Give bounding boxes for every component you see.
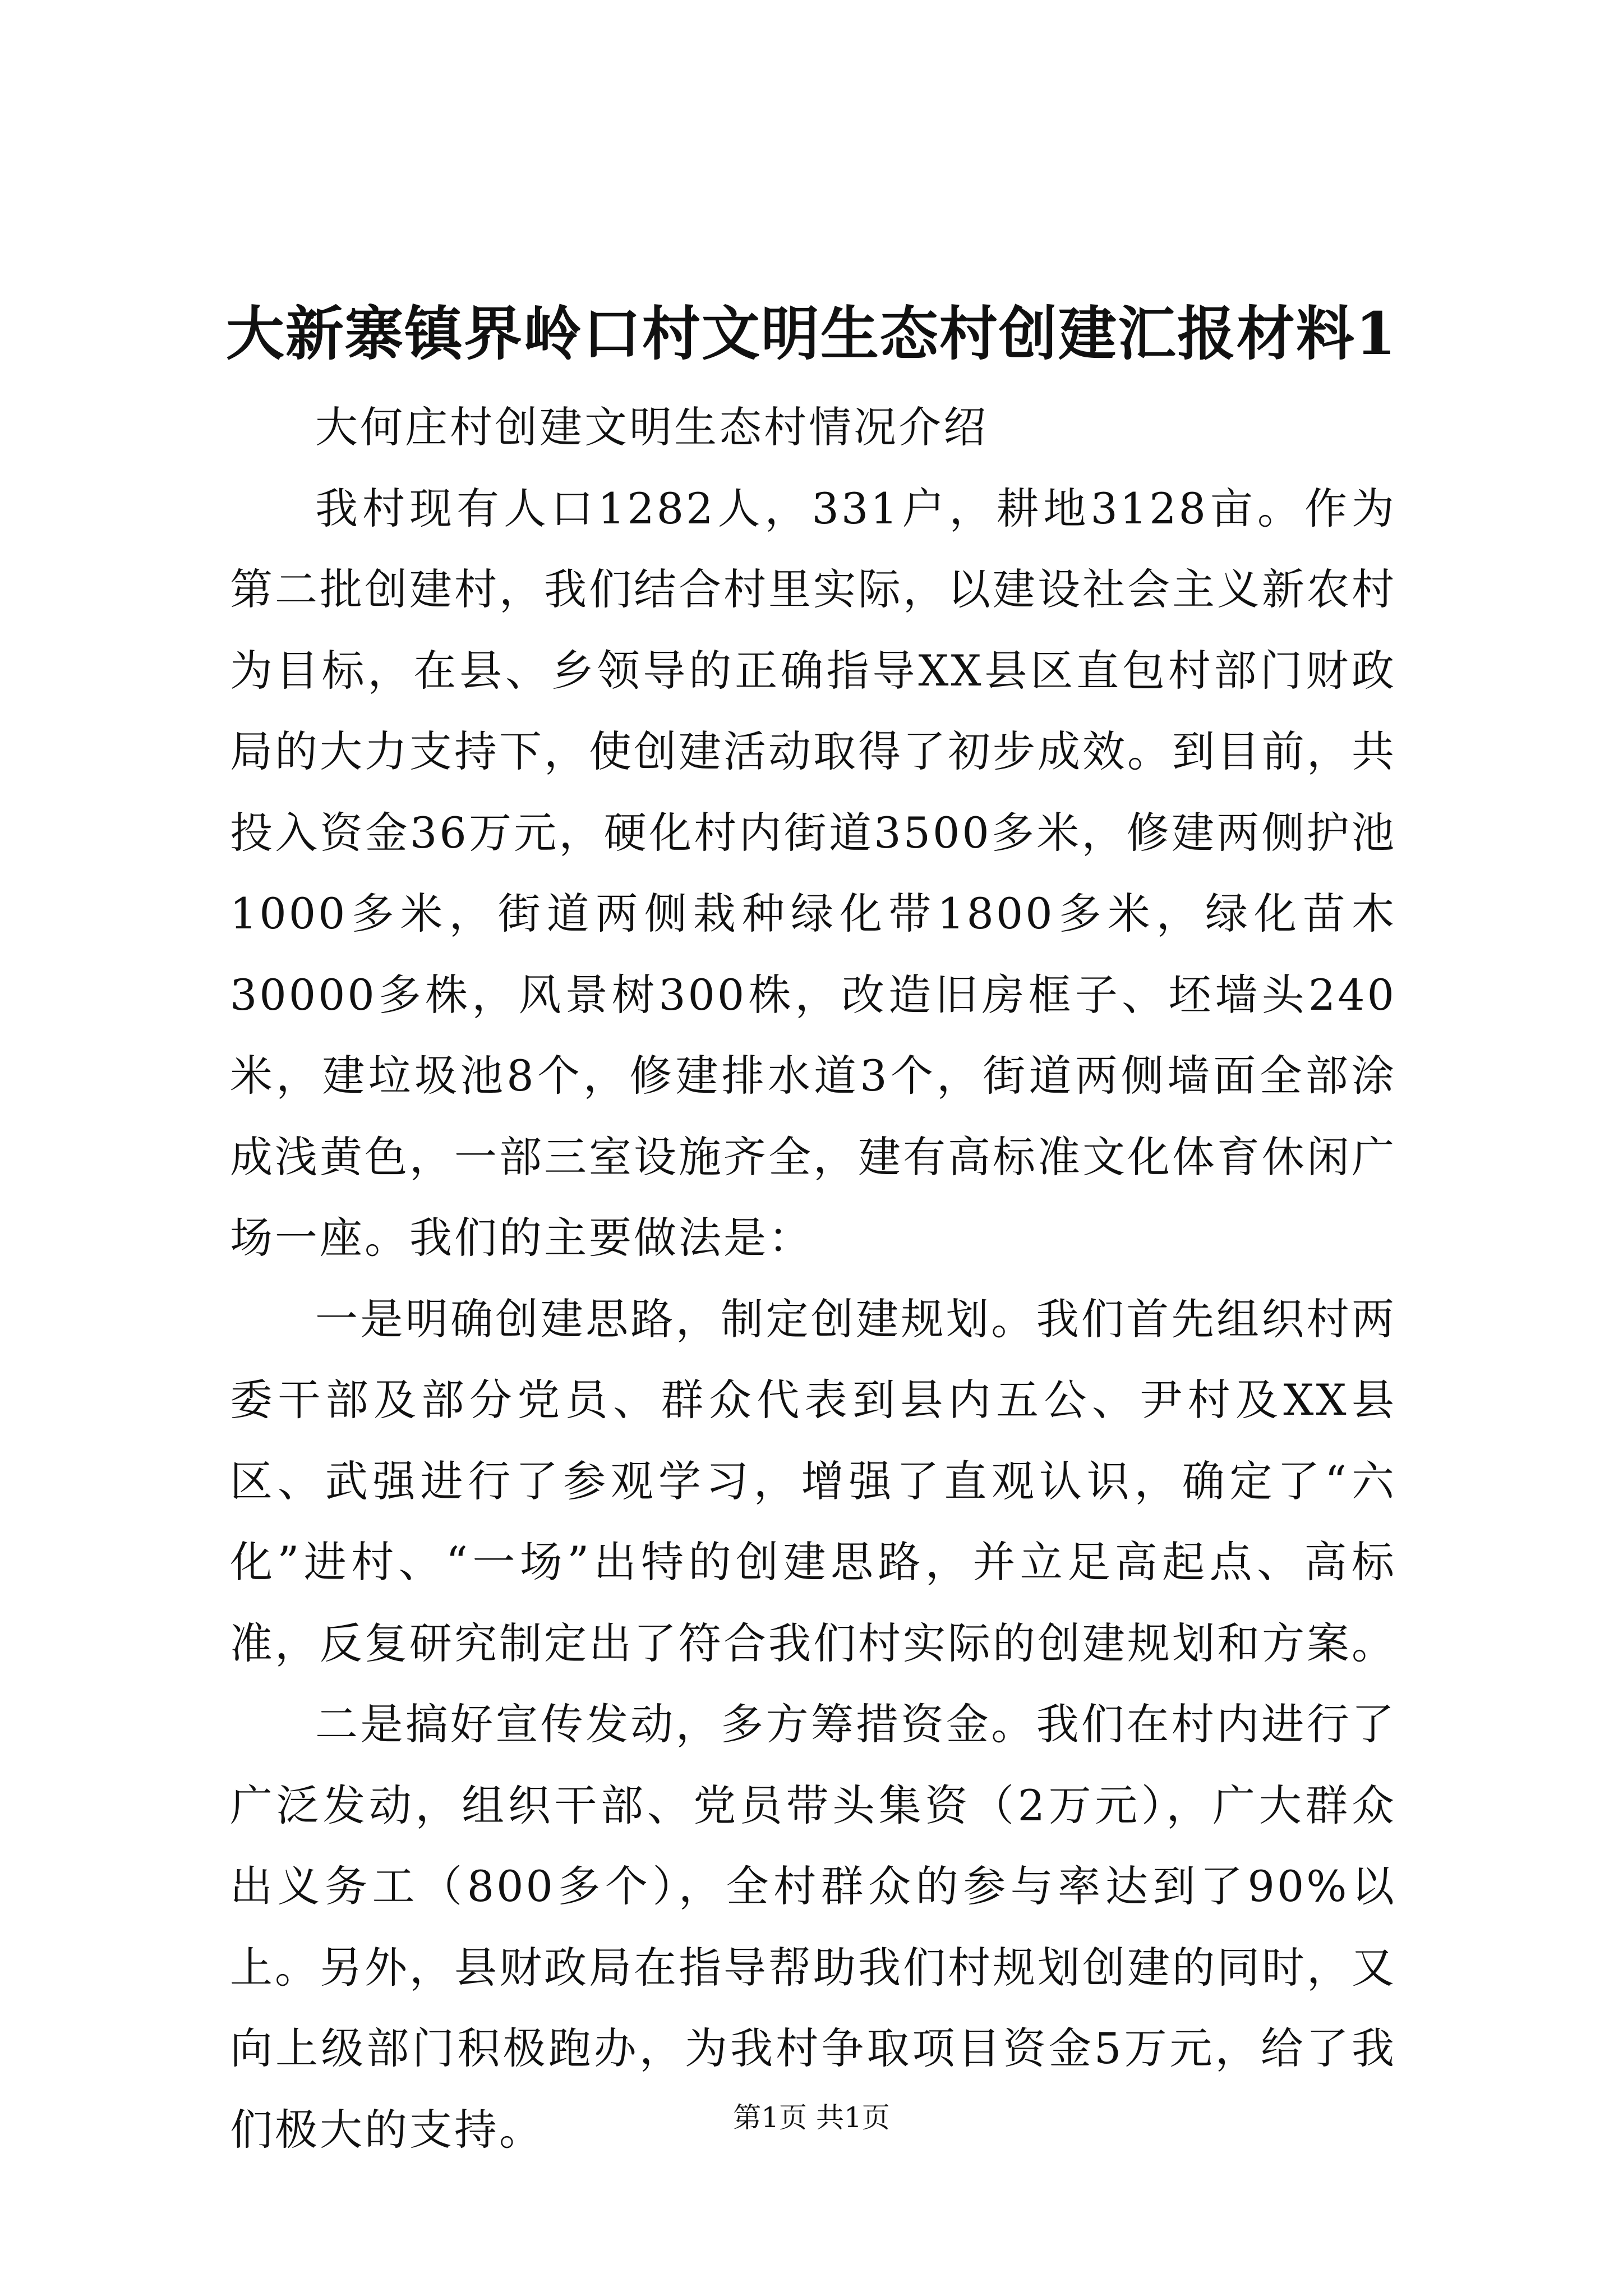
funding-paragraph: 二是搞好宣传发动，多方筹措资金。我们在村内进行了广泛发动，组织干部、党员带头集资（2万元），广大群众出义务工（800多个），全村群众的参与率达到了90%以上。另外，县财政局在指导帮助我们村规划创建的同时，又向上级部门积极跑办，为我村争取项目资金5万元，给了我们极大的支持。 bbox=[230, 1699, 1396, 2155]
page-number-footer: 第1页 共1页 bbox=[733, 2101, 890, 2134]
intro-paragraph: 我村现有人口1282人，331户，耕地3128亩。作为第二批创建村，我们结合村里实际，以建设社会主义新农村为目标，在县、乡领导的正确指导XX县区直包村部门财政局的大力支持下，使创建活动取得了初步成效。到目前，共投入资金36万元，硬化村内街道3500多米，修建两侧护池1000多米，街道两侧栽种绿化带1800多米，绿化苗木30000多株，风景树300株，改造旧房框子、坯墙头240米，建垃圾池8个，修建排水道3个，街道两侧墙面全部涂成浅黄色，一部三室设施齐全，建有高标准文化体育休闲广场一座。我们的主要做法是： bbox=[230, 483, 1396, 1263]
document-body bbox=[230, 387, 1396, 2170]
planning-paragraph: 一是明确创建思路，制定创建规划。我们首先组织村两委干部及部分党员、群众代表到县内五公、尹村及XX县区、武强进行了参观学习，增强了直观认识，确定了“六化”进村、“一场”出特的创建思路，并立足高起点、高标准，反复研究制定出了符合我们村实际的创建规划和方案。 bbox=[230, 1294, 1396, 1668]
subtitle-paragraph: 大何庄村创建文明生态村情况介绍 bbox=[315, 402, 988, 452]
document-title: 大新寨镇界岭口村文明生态村创建汇报材料1 bbox=[225, 299, 1398, 368]
